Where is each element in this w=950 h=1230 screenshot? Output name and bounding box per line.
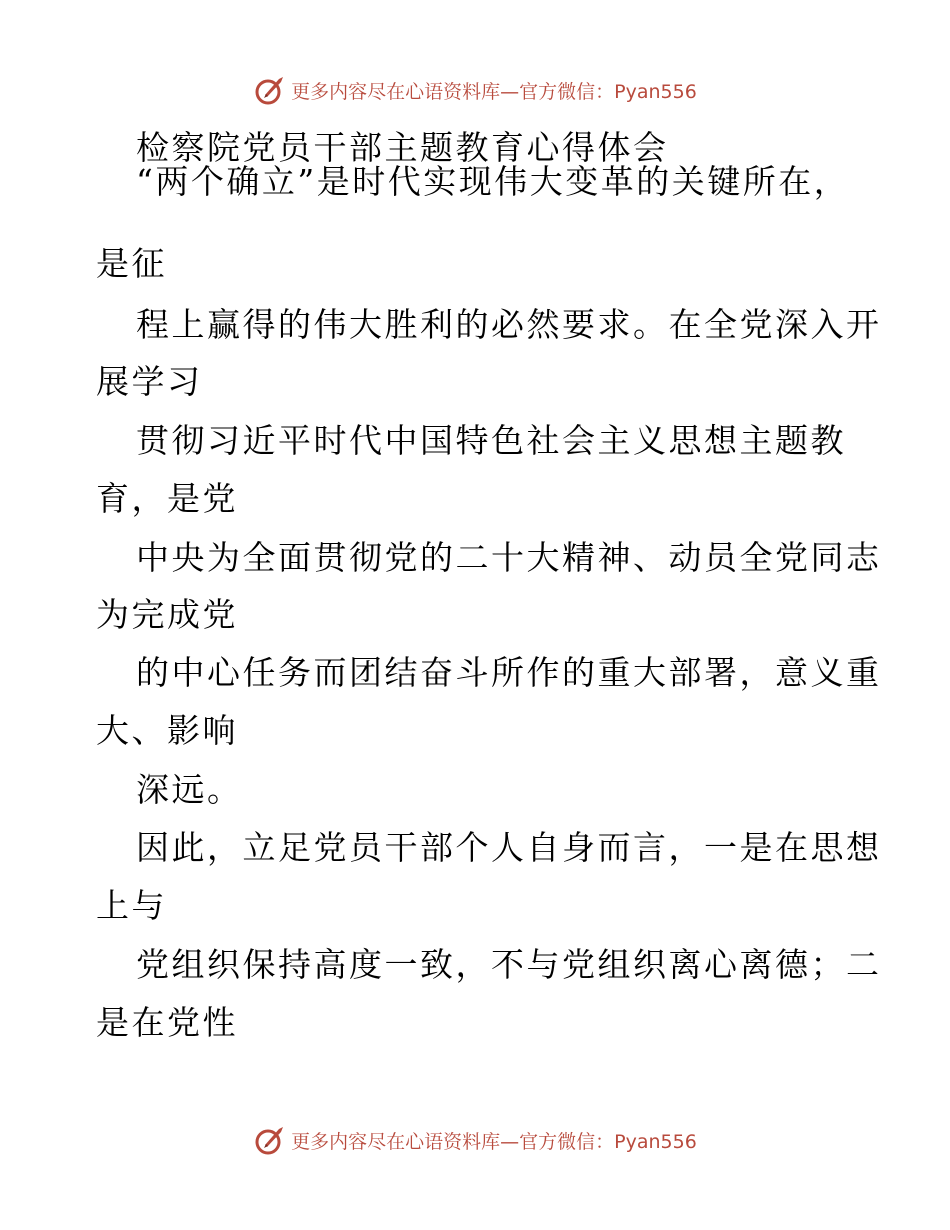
quill-pen-circle-icon: [253, 73, 287, 107]
paragraph-line: 展学习: [96, 362, 203, 401]
footer-watermark-banner: [0, 1120, 950, 1160]
quill-pen-circle-icon: [253, 1123, 287, 1157]
paragraph-line: 因此，立足党员干部个人自身而言，一是在思想: [136, 828, 882, 867]
paragraph-line: 是在党性: [96, 1003, 238, 1042]
paragraph-line: 党组织保持高度一致，不与党组织离心离德；二: [136, 945, 882, 984]
paragraph-line: 为完成党: [96, 595, 238, 634]
header-watermark-text: 更多内容尽在心语资料库—官方微信：Pyan556: [291, 80, 697, 103]
paragraph-line: 中央为全面贯彻党的二十大精神、动员全党同志: [136, 538, 882, 577]
header-watermark-banner: [0, 70, 950, 110]
paragraph-line: 的中心任务而团结奋斗所作的重大部署，意义重: [136, 653, 882, 692]
paragraph-line: 大、影响: [96, 711, 238, 750]
footer-watermark-text: 更多内容尽在心语资料库—官方微信：Pyan556: [291, 1130, 697, 1153]
paragraph-line: 上与: [96, 886, 167, 925]
paragraph-line: 深远。: [136, 770, 243, 809]
paragraph-line: 是征: [96, 244, 167, 283]
document-title: 检察院党员干部主题教育心得体会: [136, 128, 669, 167]
paragraph-line: 育，是党: [96, 479, 238, 518]
paragraph-line: “两个确立”是时代实现伟大变革的关键所在，: [136, 162, 850, 201]
paragraph-line: 程上赢得的伟大胜利的必然要求。在全党深入开: [136, 305, 882, 344]
paragraph-line: 贯彻习近平时代中国特色社会主义思想主题教: [136, 421, 846, 460]
